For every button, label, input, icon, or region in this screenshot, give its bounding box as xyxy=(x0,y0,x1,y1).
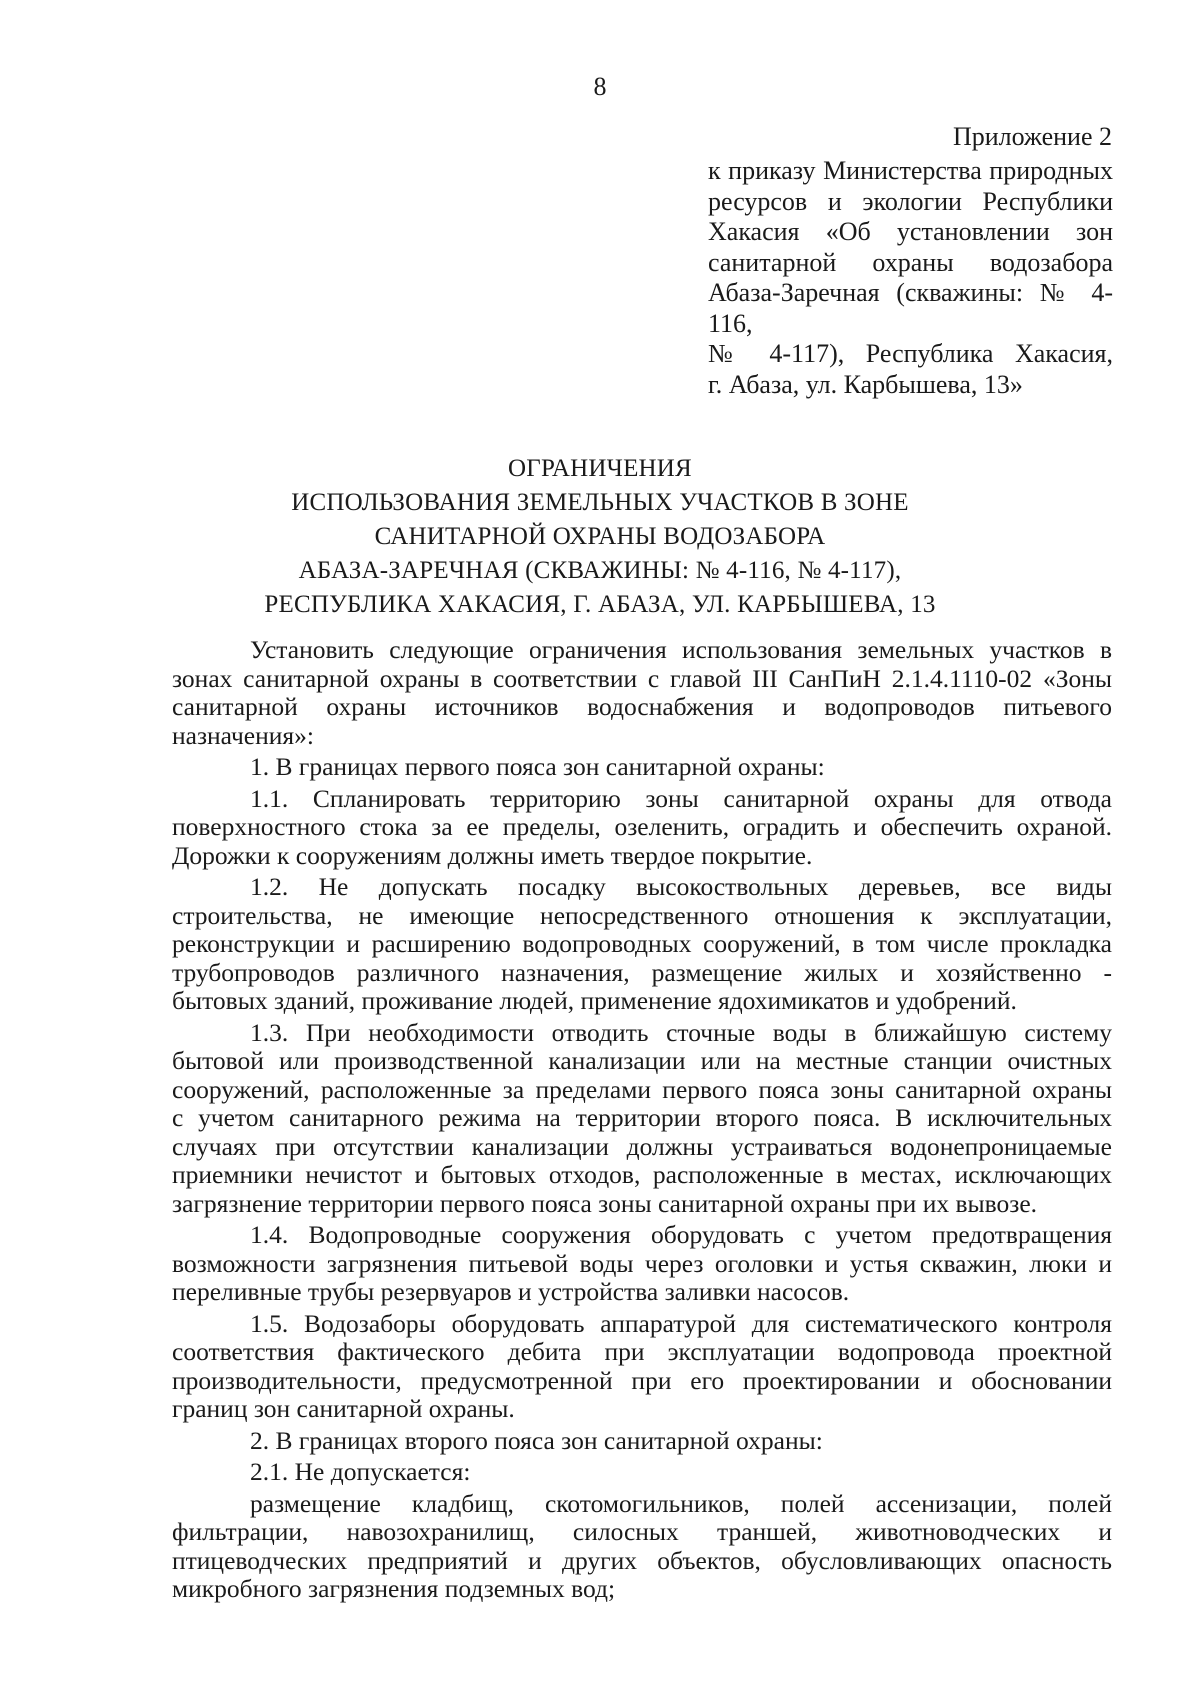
text-line: бытовой или производственной канализации или на местные станции очистных xyxy=(172,1047,1112,1075)
paragraph-1-2 xyxy=(172,873,1112,1016)
text-line: 1. В границах первого пояса зон санитарной охраны: xyxy=(250,753,825,781)
text-line: 1.2. Не допускать посадку высокоствольных деревьев, все виды xyxy=(250,873,1112,901)
appendix-line: Абаза-Заречная (скважины: № 4-116, xyxy=(708,278,1113,338)
text-line: производительности, предусмотренной при его проектировании и обосновании xyxy=(172,1366,1112,1395)
heading-line: РЕСПУБЛИКА ХАКАСИЯ, Г. АБАЗА, УЛ. КАРБЫШЕВА, 13 xyxy=(264,591,936,618)
paragraph-intro xyxy=(172,636,1112,750)
text-line: реконструкции и расширению водопроводных сооружений, в том числе прокладка xyxy=(172,930,1112,958)
appendix-line: г. Абаза, ул. Карбышева, 13» xyxy=(708,369,1023,399)
heading-line: ИСПОЛЬЗОВАНИЯ ЗЕМЕЛЬНЫХ УЧАСТКОВ В ЗОНЕ xyxy=(291,489,909,516)
appendix-line: санитарной охраны водозабора xyxy=(708,247,1113,277)
text-line: Установить следующие ограничения использования земельных участков в xyxy=(250,636,1112,664)
text-line: сооружений, расположенные за пределами первого пояса зоны санитарной охраны xyxy=(172,1075,1112,1104)
paragraph-1-5 xyxy=(172,1310,1112,1424)
appendix-line: ресурсов и экологии Республики xyxy=(708,186,1113,216)
paragraph-2 xyxy=(172,1427,1112,1456)
text-line: приемники нечистот и бытовых отходов, расположенные в местах, исключающих xyxy=(172,1161,1112,1189)
appendix-reference xyxy=(708,156,1113,400)
paragraph-1 xyxy=(172,753,1112,782)
text-line: птицеводческих предприятий и других объектов, обусловливающих опасность xyxy=(172,1546,1112,1575)
text-line: возможности загрязнения питьевой воды через оголовки и устья скважин, люки и xyxy=(172,1249,1112,1278)
text-line: бытовых зданий, проживание людей, применение ядохимикатов и удобрений. xyxy=(172,987,1017,1015)
text-line: фильтрации, навозохранилищ, силосных траншей, животноводческих и xyxy=(172,1518,1112,1546)
paragraph-2-1 xyxy=(172,1458,1112,1487)
heading-line: АБАЗА-ЗАРЕЧНАЯ (СКВАЖИНЫ: № 4-116, № 4-117), xyxy=(298,557,902,584)
text-line: 2.1. Не допускается: xyxy=(250,1458,471,1486)
text-line: микробного загрязнения подземных вод; xyxy=(172,1575,616,1603)
appendix-line: Хакасия «Об установлении зон xyxy=(708,217,1113,246)
text-line: с учетом санитарного режима на территории второго пояса. В исключительных xyxy=(172,1104,1112,1132)
document-heading xyxy=(0,452,1200,622)
text-line: 1.3. При необходимости отводить сточные воды в ближайшую систему xyxy=(250,1018,1112,1047)
appendix-line: № 4-117), Республика Хакасия, xyxy=(708,339,1113,368)
paragraph-2-1-a xyxy=(172,1490,1112,1604)
text-line: Дорожки к сооружениям должны иметь твердое покрытие. xyxy=(172,841,813,870)
document-body xyxy=(172,636,1112,1604)
text-line: назначения»: xyxy=(172,721,314,750)
text-line: 2. В границах второго пояса зон санитарной охраны: xyxy=(250,1426,823,1455)
appendix-title: Приложение 2 xyxy=(952,122,1112,151)
page-number: 8 xyxy=(593,72,607,101)
text-line: размещение кладбищ, скотомогильников, полей ассенизации, полей xyxy=(250,1489,1112,1518)
text-line: соответствия фактического дебита при эксплуатации водопровода проектной xyxy=(172,1338,1112,1366)
text-line: загрязнение территории первого пояса зоны санитарной охраны при их вывозе. xyxy=(172,1189,1038,1218)
text-line: случаях при отсутствии канализации должны устраиваться водонепроницаемые xyxy=(172,1132,1112,1161)
text-line: поверхностного стока за ее пределы, озеленить, оградить и обеспечить охраной. xyxy=(172,813,1112,841)
paragraph-1-1 xyxy=(172,785,1112,871)
text-line: 1.1. Спланировать территорию зоны санитарной охраны для отвода xyxy=(250,784,1112,813)
text-line: санитарной охраны источников водоснабжения и водопроводов питьевого xyxy=(172,693,1112,721)
paragraph-1-4 xyxy=(172,1221,1112,1307)
text-line: зонах санитарной охраны в соответствии с главой III СанПиН 2.1.4.1110-02 «Зоны xyxy=(172,664,1112,693)
text-line: 1.4. Водопроводные сооружения оборудовать с учетом предотвращения xyxy=(250,1221,1112,1249)
heading-line: САНИТАРНОЙ ОХРАНЫ ВОДОЗАБОРА xyxy=(374,523,826,550)
text-line: переливные трубы резервуаров и устройства заливки насосов. xyxy=(172,1278,850,1306)
appendix-line: к приказу Министерства природных xyxy=(708,156,1113,185)
heading-line: ОГРАНИЧЕНИЯ xyxy=(508,455,692,482)
text-line: строительства, не имеющие непосредственного отношения к эксплуатации, xyxy=(172,901,1112,930)
text-line: 1.5. Водозаборы оборудовать аппаратурой для систематического контроля xyxy=(250,1309,1112,1338)
paragraph-1-3 xyxy=(172,1019,1112,1219)
text-line: трубопроводов различного назначения, размещение жилых и хозяйственно - xyxy=(172,958,1112,987)
text-line: границ зон санитарной охраны. xyxy=(172,1395,515,1423)
